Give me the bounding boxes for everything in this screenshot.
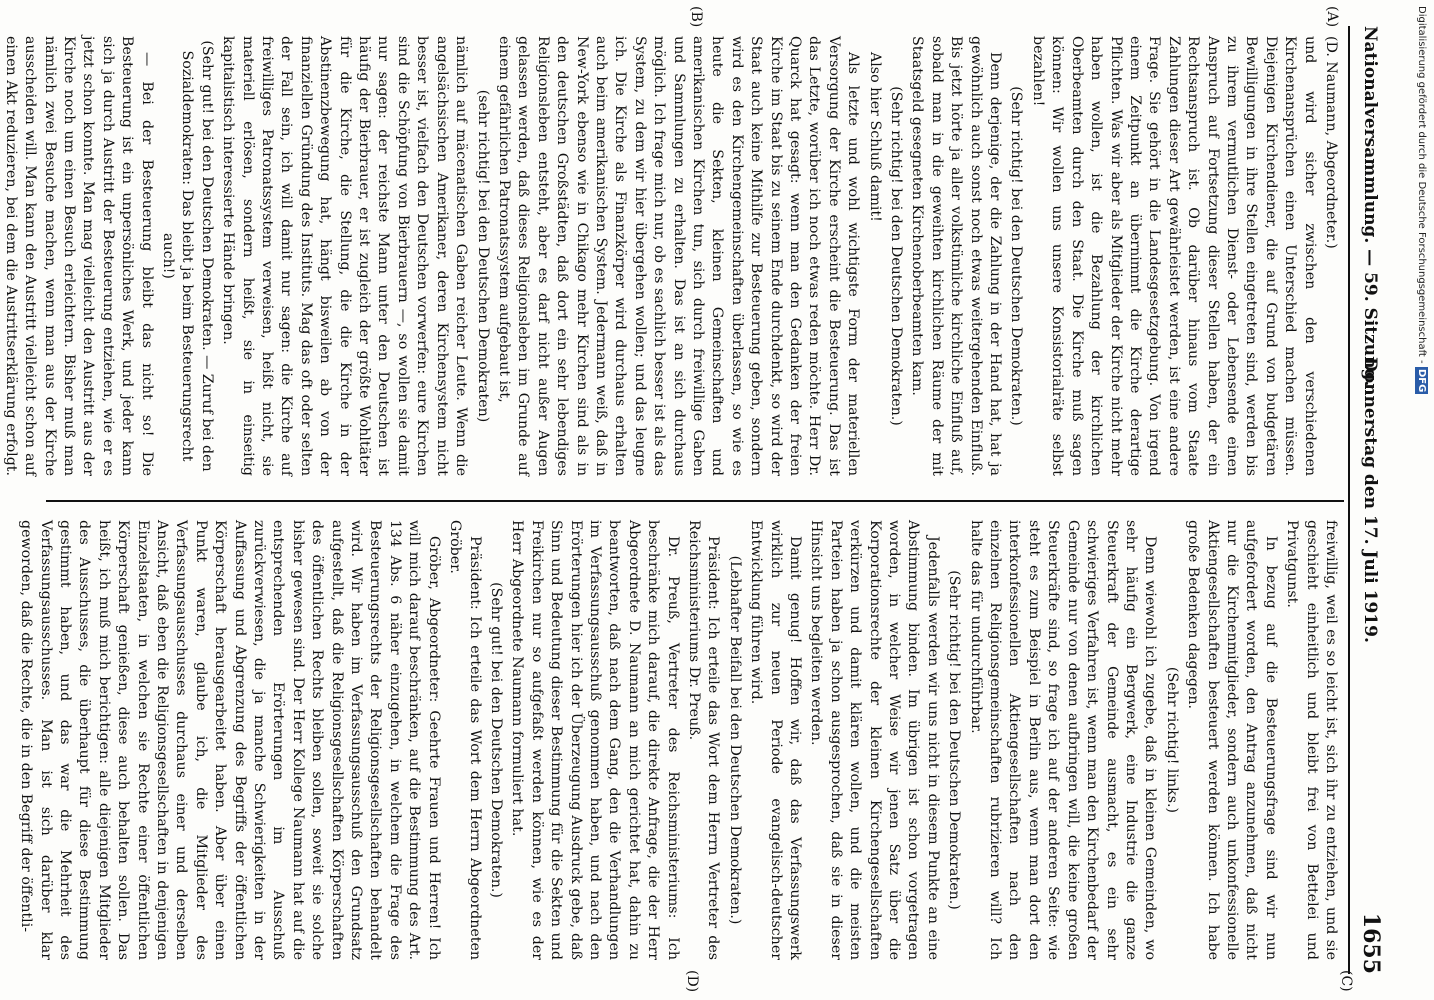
left-paragraph: Also hier Schluß damit! — [866, 52, 883, 222]
left-paragraph: und wird sicher zwischen den verschiedenen Kirchenansprüchen einen Unterschied machen müssen. Diejenigen Kirchendiener, die auf Grund von budgetären Bewilligungen in ihre Stellen eingetreten sind, werden bis zu ihrem vermutlichen Dienst- oder Lebensende einen Anspruch auf Fortsetzung dieser Stellen haben, der ein Rechtsanspruch ist. Ob darüber hinaus vom Staate Zahlungen dieser Art gewährleistet werden, ist eine andere Frage. Sie gehört in die Landesgesetzgebung. Von irgend einem Zeitpunkt an übernimmt die Kirche derartige Pflichten. Was wir aber als Mitglieder der Kirche nicht mehr haben wollen, ist die Bezahlung der kirchlichen Oberbeamten durch den Staat. Die Kirche muß sagen können: Wir wollen uns unsere Konsistorialräte selbst bezahlen! — [1029, 36, 1318, 476]
margin-marker-c: (C) — [1338, 970, 1354, 992]
interjection: (sehr richtig! bei den Deutschen Demokraten) — [474, 89, 491, 423]
dfg-logo: DFG — [1416, 368, 1427, 393]
interjection: (Lebhafter Beifall bei den Deutschen Demokraten.) — [726, 555, 743, 925]
margin-marker-b: (B) — [688, 6, 704, 28]
margin-marker-d: (D) — [684, 970, 700, 993]
header-left: Nationalversammlung. — 59. Sitzung. — [1360, 26, 1380, 387]
digitization-note — [1402, 6, 1428, 994]
left-paragraph: — Bei der Besteuerung bleibt das nicht so! Die Besteuerung ist ein unpersönliches Werk, und jeder kann sich ja durch Austritt der Besteuerung entziehen, wie er es jetzt schon konnte. Man mag vielleicht den Austritt aus der Kirche noch um einen Besuch erleichtern. Bisher muß man nämlich zwei Besuche machen, wenn man aus der Kirche ausscheiden will. Man kann den Austritt vielleicht schon auf einen Akt reduzieren, bei dem die Austrittserklärung erfolgt. — [2, 36, 155, 476]
left-paragraph: Denn derjenige, der die Zahlung in der Hand hat, hat ja gewöhnlich auch sonst noch etwas weitergehenden Einfluß. Bis jetzt hörte ja aller volkstümliche kirchliche Einfluß auf, sobald man in die geweihten kirchlichen Räume der mit Staatsgeld gesegneten Kirchenoberbeamten kam. — [909, 36, 1004, 476]
interjection: (Sehr richtig! bei den Deutschen Demokraten.) — [888, 86, 905, 426]
right-paragraph: Gröber, Abgeordneter: Geehrte Frauen und Herren! Ich will mich darauf beschränken, auf die Bestimmung des Art. 134 Abs. 6 näher einzugehen, in welchem die Frage des Besteuerungsrechts der Religionsgesellschaften behandelt wird. Wir haben im Verfassungsausschuß den Grundsatz aufgestellt, daß die Religionsgesellschaften Körperschaften des öffentlichen Rechts bleiben sollen, soweit sie solche bisher gewesen sind. Der Herr Kollege Naumann hat auf die entsprechenden Erörterungen im Ausschuß zurückverwiesen, die ja manche Schwierigkeiten in der Auffassung und Abgrenzung des Begriffs der öffentlichen Körperschaft herausgearbeitet haben. Aber über einen Punkt waren, glaube ich, die Mitglieder des Verfassungsausschusses durchaus einer und derselben Ansicht, daß eben die Religionsgesellschaften in denjenigen Einzelstaaten, in welchen sie Rechte einer öffentlichen Körperschaft genießen, diese auch behalten sollen. Das heißt, ich muß mich berichtigen: alle diejenigen Mitglieder des Ausschusses, die überhaupt für diese Bestimmung gestimmt haben, und das war die Mehrheit des Verfassungsausschusses. Man ist sich darüber klar geworden, daß die Rechte, die in den Begriff der öffentli- — [18, 520, 442, 960]
margin-marker-a: (A) — [1324, 6, 1340, 28]
interjection: (Sehr gut! bei den Deutschen Demokraten. — Zuruf bei den Sozialdemokraten: Das bleibt ja beim Besteuerungsrecht auch!) — [160, 40, 215, 472]
header-date: Donnerstag den 17. Juli 1919. — [1360, 357, 1380, 643]
president-remark: Präsident: Ich erteile das Wort dem Herrn Vertreter des Reichsministeriums Dr. Preuß. — [686, 520, 722, 960]
right-column — [18, 520, 1340, 960]
digitization-text: Digitalisierung gefördert durch die Deutsche Forschungsgemeinschaft - — [1416, 6, 1427, 364]
running-speaker: (D. Naumann, Abgeordneter.) — [1323, 36, 1339, 249]
right-paragraph: Denn wiewohl ich zugebe, daß in kleinen Gemeinden, wo sehr häufig ein Bergwerk, eine Industrie die ganze Steuerkraft der Gemeinde ausmacht, es ein sehr schwieriges Verfahren ist, wenn man den Kirchenbedarf der Gemeinde nur von denen aufbringen will, die keine großen Steuerkräfte sind, so frage ich auf der anderen Seite: wie steht es zum Beispiel in Berlin aus, wenn man dort den interkonfessionellen Aktiengesellschaften nach den einzelnen Religionsgemeinschaften rubrizieren will? Ich halte das für undurchführbar. — [967, 520, 1159, 960]
page-header — [1348, 26, 1390, 974]
right-paragraph: In bezug auf die Besteuerungsfrage sind wir nun aufgefordert worden, den Antrag anzunehmen, daß nicht nur die Kirchenmitglieder, sondern auch unkonfessionelle Aktiengesellschaften besteuert werden können. Ich habe große Bedenken dagegen. — [1185, 520, 1279, 960]
right-paragraph: Damit genug! Hoffen wir, daß das Verfassungswerk wirklich zur neuen Periode evangelisch-deutscher Entwicklung führen wird. — [748, 520, 804, 960]
president-remark: Präsident: Ich erteile das Wort dem Herrn Abgeordneten Gröber. — [447, 520, 483, 960]
interjection: (Sehr gut! bei den Deutschen Demokraten.) — [487, 582, 504, 898]
column-divider — [46, 500, 1344, 502]
right-paragraph: freiwillig, weil es so leicht ist, sich ihr zu entziehen, und sie geschieht einheitlich und bleibt frei von Bettelei und Privatgunst. — [1284, 520, 1339, 960]
interjection: (Sehr richtig! bei den Deutschen Demokraten.) — [946, 570, 963, 910]
page-number: 1655 — [1358, 912, 1384, 974]
right-paragraph: Jedenfalls werden wir uns nicht in diesem Punkte an eine Abstimmung binden. Im übrigen ist schon vorgetragen worden, in welcher Weise wir jenen Satz über die Korporationsrechte der kleinen Kirchengesellschaften verkürzen und damit klären wollen, und die meisten Parteien haben ja schon ausgesprochen, daß sie in dieser Hinsicht uns begleiten werden. — [808, 520, 941, 960]
interjection: (Sehr richtig! links.) — [1163, 666, 1180, 814]
left-paragraph: nämlich auf mäcenatischen Gaben reicher Leute. Wenn die angelsächsischen Amerikaner, deren Kirchensystem nicht besser ist, vielfach den Deutschen vorwerfen: eure Kirchen sind die Schöpfung von Bierbrauern —, so wollen sie damit nur sagen: der reichste Mann unter den Deutschen ist häufig der Bierbrauer, er ist zugleich der größte Wohltäter für die Kirche, die Stellung, die die Kirche in der Abstinenzbewegung hat, hängt bisweilen ab von der finanziellen Gründung des Instituts. Mag das oft oder selten der Fall sein, ich will damit nur sagen: die Kirche auf freiwilliges Patronatssystem verweisen, heißt nicht, sie materiell erlösen, sondern heißt, sie in einseitig kapitalistisch interessierte Hände bringen. — [220, 36, 470, 476]
interjection: (Sehr richtig! bei den Deutschen Demokraten.) — [1008, 86, 1025, 426]
left-paragraph: Als letzte und wohl wichtigste Form der materiellen Versorgung der Kirche erscheint die Besteuerung. Das ist das Letzte, worüber ich noch etwas reden möchte. Herr Dr. Quarck hat gesagt: wenn man den Gedanken der freien Kirche im Staat bis zu seinem Ende durchdenkt, so wird der Staat auch keine Mithilfe zur Besteuerung geben, sondern wird es den Kirchengemeinschaften überlassen, so wie es heute die Sekten, kleinen Gemeinschaften und amerikanischen Kirchen tun, sich durch freiwillige Gaben und Sammlungen zu erhalten. Das ist an sich durchaus möglich. Ich frage mich nur, ob es sachlich besser ist als das System, zu dem wir hier übergehen wollen; und das leugne ich. Die Kirche als Finanzkörper wird durchaus erhalten auch beim amerikanischen System. Jedermann weiß, daß in New-York ebenso wie in Chikago mehr Kirchen sind als in den deutschen Großstädten, daß dort ein sehr lebendiges Religionsleben entsteht, aber es darf nicht außer Augen gelassen werden, daß dieses Religionsleben im Grunde auf einem gefährlichen Patronatssystem aufgebaut ist, — [495, 36, 862, 476]
left-column — [2, 36, 1340, 476]
document-page — [2, 0, 1404, 1000]
right-paragraph: Dr. Preuß, Vertreter des Reichsministeriums: Ich beschränke mich darauf, die direkte Anfrage, die der Herr Abgeordnete D. Naumann an mich gerichtet hat, dahin zu beantworten, daß nach dem Gang, den die Verhandlungen im Verfassungsausschuß genommen haben, und nach den Erörterungen hier ich der Überzeugung Ausdruck gebe, daß Sinn und Bedeutung dieser Bestimmung für die Sekten und Freikirchen nur so aufgefaßt werden können, wie es der Herr Abgeordnete Naumann formuliert hat. — [509, 520, 681, 960]
